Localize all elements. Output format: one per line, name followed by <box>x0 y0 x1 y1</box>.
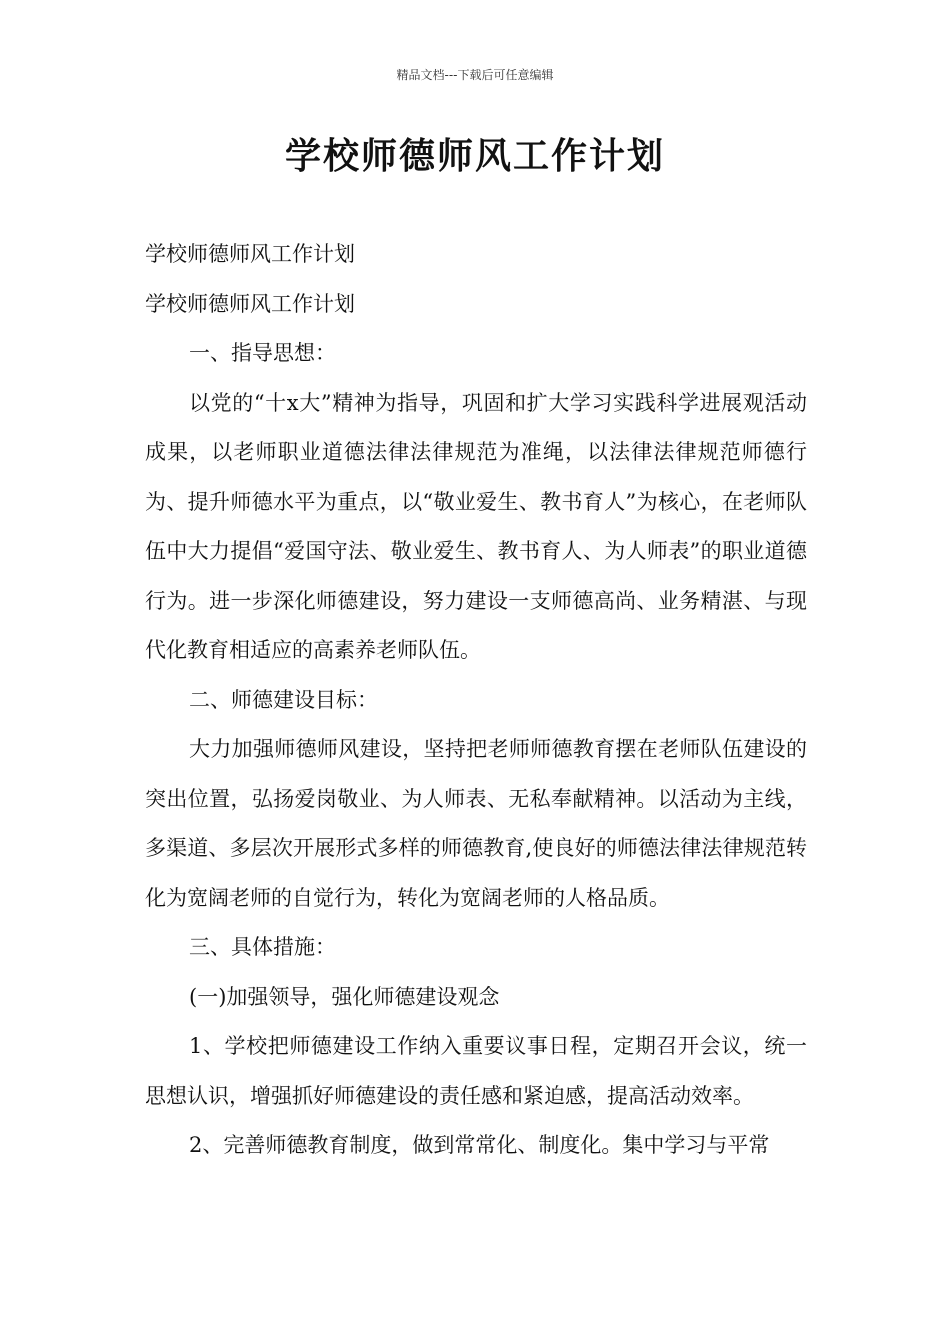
paragraph-2: 学校师德师风工作计划 <box>145 291 355 316</box>
paragraph-measure-2: 2、完善师德教育制度，做到常常化、制度化。集中学习与平常 <box>189 1133 770 1157</box>
header-note: 精品文档---下载后可任意编辑 <box>396 68 554 82</box>
document-title: 学校师德师风工作计划 <box>284 136 665 177</box>
section-heading-guiding-ideology: 一、指导思想： <box>189 341 336 365</box>
paragraph-guiding-ideology: 以党的“十x大”精神为指导，巩固和扩大学习实践科学进展观活动成果，以老师职业道德法律法律规范为准绳，以法律法律规范师德行为、提升师德水平为重点，以“敬业爱生、教书育人”为核心，在老师队伍中大力提倡“爱国守法、敬业爱生、教书育人、为人师表”的职业道德行为。进一步深化师德建设，努力建设一支师德高尚、业务精湛、与现代化教育相适应的高素养老师队伍。 <box>145 390 807 662</box>
section-heading-goals: 二、师德建设目标： <box>189 687 378 712</box>
document-body <box>145 230 807 1171</box>
paragraph-goals: 大力加强师德师风建设，坚持把老师师德教育摆在老师队伍建设的突出位置，弘扬爱岗敬业、为人师表、无私奉献精神。以活动为主线，多渠道、多层次开展形式多样的师德教育,使良好的师德法律法律规范转化为宽阔老师的自觉行为，转化为宽阔老师的人格品质。 <box>145 737 807 910</box>
subheading-leadership: (一)加强领导，强化师德建设观念 <box>189 984 500 1009</box>
section-heading-measures: 三、具体措施： <box>189 935 336 959</box>
paragraph-measure-1: 1、学校把师德建设工作纳入重要议事日程，定期召开会议，统一思想认识，增强抓好师德建设的责任感和紧迫感，提高活动效率。 <box>145 1034 807 1108</box>
paragraph-1: 学校师德师风工作计划 <box>145 242 355 266</box>
